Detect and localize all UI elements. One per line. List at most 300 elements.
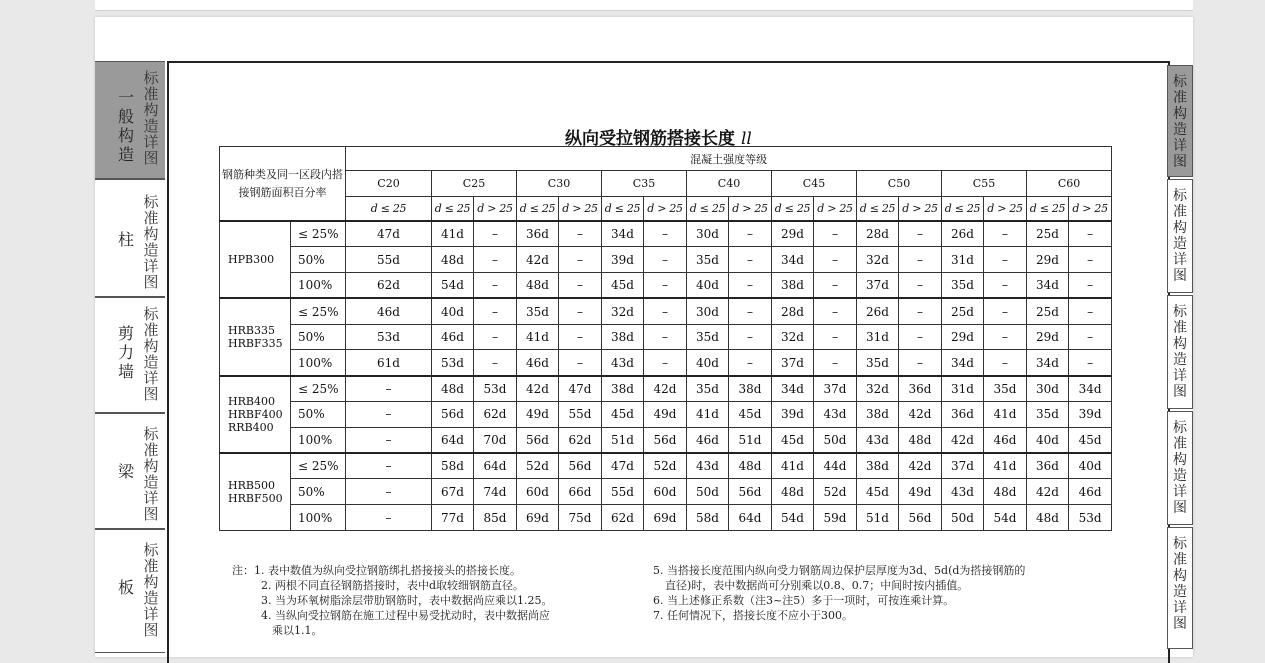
grade-C45: C45 xyxy=(772,171,857,197)
steel-type: HPB300 xyxy=(220,221,291,298)
value-cell: 48d xyxy=(517,273,559,299)
value-cell: – xyxy=(729,350,772,376)
percent-cell: 50% xyxy=(291,247,346,273)
value-cell: 35d xyxy=(687,376,729,402)
value-cell: 47d xyxy=(346,221,432,247)
cond-gt-25: d > 25 xyxy=(559,197,602,221)
value-cell: 29d xyxy=(1027,324,1069,350)
value-cell: 70d xyxy=(474,427,517,453)
value-cell: 42d xyxy=(899,402,942,428)
value-cell: 56d xyxy=(517,427,559,453)
right-tab-3[interactable] xyxy=(1167,295,1193,409)
value-cell: 58d xyxy=(687,505,729,531)
table-row xyxy=(220,453,1112,479)
value-cell: 32d xyxy=(602,298,644,324)
value-cell: 52d xyxy=(517,453,559,479)
value-cell: 38d xyxy=(729,376,772,402)
value-cell: – xyxy=(984,350,1027,376)
left-chapter-tabs xyxy=(95,61,167,651)
value-cell: 61d xyxy=(346,350,432,376)
value-cell: 62d xyxy=(602,505,644,531)
value-cell: 28d xyxy=(857,221,899,247)
value-cell: – xyxy=(559,221,602,247)
value-cell: 40d xyxy=(1069,453,1112,479)
value-cell: – xyxy=(474,247,517,273)
value-cell: 35d xyxy=(857,350,899,376)
value-cell: 44d xyxy=(814,453,857,479)
right-tab-2[interactable] xyxy=(1167,179,1193,293)
value-cell: 47d xyxy=(602,453,644,479)
note-1 xyxy=(232,563,632,578)
cond-le-25: d ≤ 25 xyxy=(346,197,432,221)
table-row xyxy=(220,298,1112,324)
notes-left xyxy=(232,563,632,638)
value-cell: 55d xyxy=(602,479,644,505)
left-tab-subtitle: 标准构造详图 xyxy=(143,69,159,167)
value-cell: 45d xyxy=(1069,427,1112,453)
cond-gt-25: d > 25 xyxy=(814,197,857,221)
left-tab-column[interactable] xyxy=(95,179,165,297)
value-cell: 38d xyxy=(857,453,899,479)
table-title-text: 纵向受拉钢筋搭接长度 xyxy=(565,129,735,149)
left-tab-beam[interactable] xyxy=(95,413,165,529)
value-cell: 37d xyxy=(857,273,899,299)
value-cell: 36d xyxy=(942,402,984,428)
value-cell: 34d xyxy=(1027,273,1069,299)
value-cell: 64d xyxy=(729,505,772,531)
grade-C60: C60 xyxy=(1027,171,1112,197)
value-cell: 54d xyxy=(432,273,474,299)
value-cell: – xyxy=(559,273,602,299)
value-cell: – xyxy=(346,479,432,505)
value-cell: 56d xyxy=(644,427,687,453)
value-cell: 53d xyxy=(432,350,474,376)
cond-le-25: d ≤ 25 xyxy=(432,197,474,221)
note-1-text: 1. 表中数值为纵向受拉钢筋绑扎搭接接头的搭接长度。 xyxy=(254,564,521,577)
value-cell: 59d xyxy=(814,505,857,531)
value-cell: – xyxy=(814,273,857,299)
grade-C30: C30 xyxy=(517,171,602,197)
value-cell: 32d xyxy=(772,324,814,350)
value-cell: – xyxy=(559,350,602,376)
left-tab-subtitle: 标准构造详图 xyxy=(143,305,159,403)
grade-C20: C20 xyxy=(346,171,432,197)
value-cell: 45d xyxy=(857,479,899,505)
value-cell: 58d xyxy=(432,453,474,479)
note-5-continued: 直径)时，表中数据尚可分别乘以0.8、0.7；中间时按内插值。 xyxy=(665,579,969,592)
note-6: 6. 当上述修正系数（注3~注5）多于一项时，可按连乘计算。 xyxy=(653,594,955,607)
value-cell: 56d xyxy=(899,505,942,531)
value-cell: 48d xyxy=(432,376,474,402)
value-cell: 41d xyxy=(517,324,559,350)
value-cell: 42d xyxy=(517,376,559,402)
left-tab-general[interactable] xyxy=(95,61,165,179)
value-cell: – xyxy=(644,298,687,324)
value-cell: 55d xyxy=(346,247,432,273)
table-row xyxy=(220,479,1112,505)
percent-cell: 100% xyxy=(291,350,346,376)
value-cell: 50d xyxy=(687,479,729,505)
value-cell: – xyxy=(644,324,687,350)
value-cell: 36d xyxy=(899,376,942,402)
value-cell: – xyxy=(729,221,772,247)
right-tab-label: 标准构造详图 xyxy=(1173,304,1187,400)
percent-cell: 50% xyxy=(291,324,346,350)
cond-gt-25: d > 25 xyxy=(644,197,687,221)
value-cell: 51d xyxy=(602,427,644,453)
value-cell: 42d xyxy=(644,376,687,402)
value-cell: – xyxy=(1069,324,1112,350)
value-cell: 39d xyxy=(602,247,644,273)
value-cell: 41d xyxy=(772,453,814,479)
value-cell: 26d xyxy=(942,221,984,247)
value-cell: 47d xyxy=(559,376,602,402)
left-tab-slab[interactable] xyxy=(95,529,165,653)
value-cell: 32d xyxy=(857,376,899,402)
value-cell: 46d xyxy=(517,350,559,376)
value-cell: 50d xyxy=(814,427,857,453)
cond-le-25: d ≤ 25 xyxy=(772,197,814,221)
value-cell: 31d xyxy=(942,376,984,402)
value-cell: 45d xyxy=(772,427,814,453)
value-cell: 51d xyxy=(857,505,899,531)
value-cell: – xyxy=(814,324,857,350)
value-cell: 48d xyxy=(729,453,772,479)
value-cell: 55d xyxy=(559,402,602,428)
value-cell: – xyxy=(899,273,942,299)
value-cell: – xyxy=(729,298,772,324)
value-cell: 39d xyxy=(772,402,814,428)
right-tab-label: 标准构造详图 xyxy=(1173,188,1187,284)
value-cell: 41d xyxy=(984,402,1027,428)
value-cell: 40d xyxy=(687,350,729,376)
value-cell: 32d xyxy=(857,247,899,273)
left-tab-title: 板 xyxy=(117,578,134,597)
value-cell: 69d xyxy=(517,505,559,531)
percent-cell: 100% xyxy=(291,427,346,453)
cond-le-25: d ≤ 25 xyxy=(1027,197,1069,221)
value-cell: 30d xyxy=(687,221,729,247)
right-tab-1[interactable] xyxy=(1167,65,1193,177)
value-cell: 74d xyxy=(474,479,517,505)
value-cell: 41d xyxy=(432,221,474,247)
value-cell: – xyxy=(899,247,942,273)
percent-cell: 50% xyxy=(291,479,346,505)
value-cell: – xyxy=(814,350,857,376)
value-cell: 45d xyxy=(729,402,772,428)
value-cell: 48d xyxy=(899,427,942,453)
value-cell: 28d xyxy=(772,298,814,324)
value-cell: – xyxy=(1069,350,1112,376)
value-cell: – xyxy=(899,350,942,376)
value-cell: – xyxy=(346,427,432,453)
value-cell: 53d xyxy=(1069,505,1112,531)
value-cell: 50d xyxy=(942,505,984,531)
value-cell: 45d xyxy=(602,402,644,428)
steel-type: HRB500 HRBF500 xyxy=(220,453,291,530)
right-tab-5[interactable] xyxy=(1167,527,1193,649)
percent-cell: 100% xyxy=(291,505,346,531)
note-3: 3. 当为环氧树脂涂层带肋钢筋时，表中数据尚应乘以1.25。 xyxy=(261,594,553,607)
value-cell: 48d xyxy=(432,247,474,273)
value-cell: 62d xyxy=(559,427,602,453)
value-cell: 85d xyxy=(474,505,517,531)
value-cell: 60d xyxy=(517,479,559,505)
left-tab-title: 梁 xyxy=(117,462,134,481)
note-4-continued: 乘以1.1。 xyxy=(272,624,323,637)
percent-cell: ≤ 25% xyxy=(291,221,346,247)
value-cell: 54d xyxy=(772,505,814,531)
value-cell: – xyxy=(474,324,517,350)
value-cell: – xyxy=(559,324,602,350)
left-tab-title: 一般构造 xyxy=(117,88,134,164)
value-cell: 34d xyxy=(942,350,984,376)
left-tab-subtitle: 标准构造详图 xyxy=(143,193,159,291)
table-row xyxy=(220,273,1112,299)
cond-gt-25: d > 25 xyxy=(984,197,1027,221)
value-cell: – xyxy=(899,221,942,247)
value-cell: 56d xyxy=(729,479,772,505)
value-cell: – xyxy=(644,350,687,376)
value-cell: 60d xyxy=(644,479,687,505)
value-cell: – xyxy=(346,505,432,531)
header-concrete-grade: 混凝土强度等级 xyxy=(346,147,1112,171)
value-cell: – xyxy=(729,273,772,299)
value-cell: 36d xyxy=(517,221,559,247)
value-cell: – xyxy=(474,350,517,376)
value-cell: 46d xyxy=(1069,479,1112,505)
value-cell: 48d xyxy=(1027,505,1069,531)
note-7: 7. 任何情况下，搭接长度不应小于300。 xyxy=(653,609,853,622)
notes-right xyxy=(653,563,1093,623)
table-row xyxy=(220,427,1112,453)
value-cell: 48d xyxy=(772,479,814,505)
value-cell: 45d xyxy=(602,273,644,299)
value-cell: – xyxy=(346,376,432,402)
steel-type: HRB400 HRBF400 RRB400 xyxy=(220,376,291,453)
table-row xyxy=(220,247,1112,273)
left-tab-title: 柱 xyxy=(117,230,134,249)
table-condition-row xyxy=(220,197,1112,221)
value-cell: 35d xyxy=(942,273,984,299)
value-cell: 53d xyxy=(346,324,432,350)
value-cell: 67d xyxy=(432,479,474,505)
percent-cell: 50% xyxy=(291,402,346,428)
note-4: 4. 当纵向受拉钢筋在施工过程中易受扰动时，表中数据尚应 xyxy=(261,609,550,622)
value-cell: 38d xyxy=(772,273,814,299)
previous-page-edge xyxy=(95,0,1193,11)
value-cell: 34d xyxy=(772,247,814,273)
value-cell: – xyxy=(814,221,857,247)
value-cell: – xyxy=(346,453,432,479)
value-cell: 43d xyxy=(942,479,984,505)
left-tab-subtitle: 标准构造详图 xyxy=(143,425,159,523)
value-cell: – xyxy=(474,273,517,299)
value-cell: 34d xyxy=(772,376,814,402)
value-cell: – xyxy=(644,221,687,247)
value-cell: 64d xyxy=(432,427,474,453)
value-cell: – xyxy=(644,273,687,299)
value-cell: – xyxy=(814,298,857,324)
value-cell: 46d xyxy=(346,298,432,324)
value-cell: 41d xyxy=(687,402,729,428)
left-tab-shear-wall[interactable] xyxy=(95,297,165,413)
value-cell: 35d xyxy=(984,376,1027,402)
table-row xyxy=(220,324,1112,350)
value-cell: – xyxy=(984,273,1027,299)
value-cell: – xyxy=(729,324,772,350)
value-cell: 56d xyxy=(432,402,474,428)
value-cell: 49d xyxy=(644,402,687,428)
value-cell: – xyxy=(899,298,942,324)
value-cell: 43d xyxy=(857,427,899,453)
value-cell: 42d xyxy=(517,247,559,273)
table-row xyxy=(220,402,1112,428)
value-cell: 40d xyxy=(1027,427,1069,453)
value-cell: 31d xyxy=(942,247,984,273)
right-tab-label: 标准构造详图 xyxy=(1173,420,1187,516)
value-cell: 56d xyxy=(559,453,602,479)
cond-gt-25: d > 25 xyxy=(1069,197,1112,221)
value-cell: 29d xyxy=(772,221,814,247)
cond-le-25: d ≤ 25 xyxy=(517,197,559,221)
value-cell: 62d xyxy=(346,273,432,299)
percent-cell: ≤ 25% xyxy=(291,453,346,479)
value-cell: 25d xyxy=(1027,298,1069,324)
value-cell: – xyxy=(984,221,1027,247)
grade-C25: C25 xyxy=(432,171,517,197)
value-cell: – xyxy=(899,324,942,350)
value-cell: 30d xyxy=(1027,376,1069,402)
percent-cell: ≤ 25% xyxy=(291,298,346,324)
lap-length-table xyxy=(219,146,1112,531)
value-cell: – xyxy=(559,247,602,273)
value-cell: – xyxy=(559,298,602,324)
percent-cell: 100% xyxy=(291,273,346,299)
value-cell: – xyxy=(814,247,857,273)
value-cell: 77d xyxy=(432,505,474,531)
left-tab-title: 剪力墙 xyxy=(117,324,134,381)
table-row xyxy=(220,376,1112,402)
table-header-row xyxy=(220,147,1112,171)
value-cell: – xyxy=(729,247,772,273)
value-cell: – xyxy=(984,324,1027,350)
value-cell: 25d xyxy=(942,298,984,324)
value-cell: 49d xyxy=(517,402,559,428)
value-cell: 34d xyxy=(1069,376,1112,402)
right-tab-4[interactable] xyxy=(1167,411,1193,525)
right-tab-label: 标准构造详图 xyxy=(1173,536,1187,632)
note-5: 5. 当搭接长度范围内纵向受力钢筋周边保护层厚度为3d、5d(d为搭接钢筋的 xyxy=(653,564,1026,577)
value-cell: 26d xyxy=(857,298,899,324)
value-cell: 66d xyxy=(559,479,602,505)
value-cell: 52d xyxy=(644,453,687,479)
value-cell: 49d xyxy=(899,479,942,505)
value-cell: 46d xyxy=(432,324,474,350)
value-cell: 43d xyxy=(602,350,644,376)
cond-le-25: d ≤ 25 xyxy=(687,197,729,221)
cond-gt-25: d > 25 xyxy=(729,197,772,221)
value-cell: 25d xyxy=(1027,221,1069,247)
steel-type: HRB335 HRBF335 xyxy=(220,298,291,375)
value-cell: 34d xyxy=(602,221,644,247)
value-cell: – xyxy=(984,247,1027,273)
value-cell: 37d xyxy=(772,350,814,376)
left-tab-subtitle: 标准构造详图 xyxy=(143,541,159,639)
right-tab-label: 标准构造详图 xyxy=(1173,74,1187,170)
value-cell: 62d xyxy=(474,402,517,428)
value-cell: – xyxy=(644,247,687,273)
value-cell: 51d xyxy=(729,427,772,453)
value-cell: 35d xyxy=(687,324,729,350)
table-row xyxy=(220,505,1112,531)
value-cell: 29d xyxy=(942,324,984,350)
value-cell: – xyxy=(474,298,517,324)
value-cell: 42d xyxy=(1027,479,1069,505)
value-cell: 53d xyxy=(474,376,517,402)
value-cell: 42d xyxy=(942,427,984,453)
value-cell: 37d xyxy=(814,376,857,402)
grade-C35: C35 xyxy=(602,171,687,197)
value-cell: 35d xyxy=(687,247,729,273)
value-cell: – xyxy=(1069,298,1112,324)
value-cell: – xyxy=(1069,247,1112,273)
value-cell: 37d xyxy=(942,453,984,479)
value-cell: 41d xyxy=(984,453,1027,479)
cond-gt-25: d > 25 xyxy=(899,197,942,221)
right-chapter-tabs xyxy=(1167,61,1193,651)
value-cell: 30d xyxy=(687,298,729,324)
value-cell: 52d xyxy=(814,479,857,505)
value-cell: 43d xyxy=(814,402,857,428)
value-cell: 35d xyxy=(517,298,559,324)
value-cell: 40d xyxy=(687,273,729,299)
note-2: 2. 两根不同直径钢筋搭接时，表中d取较细钢筋直径。 xyxy=(261,579,525,592)
value-cell: 29d xyxy=(1027,247,1069,273)
value-cell: 40d xyxy=(432,298,474,324)
value-cell: 54d xyxy=(984,505,1027,531)
value-cell: 38d xyxy=(857,402,899,428)
header-steel-type: 钢筋种类及同一区段内搭接钢筋面积百分率 xyxy=(220,147,346,222)
value-cell: 46d xyxy=(687,427,729,453)
value-cell: 42d xyxy=(899,453,942,479)
value-cell: 39d xyxy=(1069,402,1112,428)
table-grade-row xyxy=(220,171,1112,197)
grade-C55: C55 xyxy=(942,171,1027,197)
table-row xyxy=(220,221,1112,247)
cond-le-25: d ≤ 25 xyxy=(602,197,644,221)
value-cell: – xyxy=(1069,221,1112,247)
table-row xyxy=(220,350,1112,376)
value-cell: – xyxy=(474,221,517,247)
cond-le-25: d ≤ 25 xyxy=(942,197,984,221)
value-cell: – xyxy=(346,402,432,428)
value-cell: 69d xyxy=(644,505,687,531)
table-title-symbol: ll xyxy=(741,129,752,149)
value-cell: – xyxy=(1069,273,1112,299)
percent-cell: ≤ 25% xyxy=(291,376,346,402)
value-cell: 46d xyxy=(984,427,1027,453)
value-cell: 43d xyxy=(687,453,729,479)
grade-C40: C40 xyxy=(687,171,772,197)
value-cell: 35d xyxy=(1027,402,1069,428)
value-cell: 38d xyxy=(602,376,644,402)
value-cell: 36d xyxy=(1027,453,1069,479)
value-cell: 31d xyxy=(857,324,899,350)
notes-prefix: 注： xyxy=(232,564,254,577)
value-cell: 34d xyxy=(1027,350,1069,376)
value-cell: 64d xyxy=(474,453,517,479)
